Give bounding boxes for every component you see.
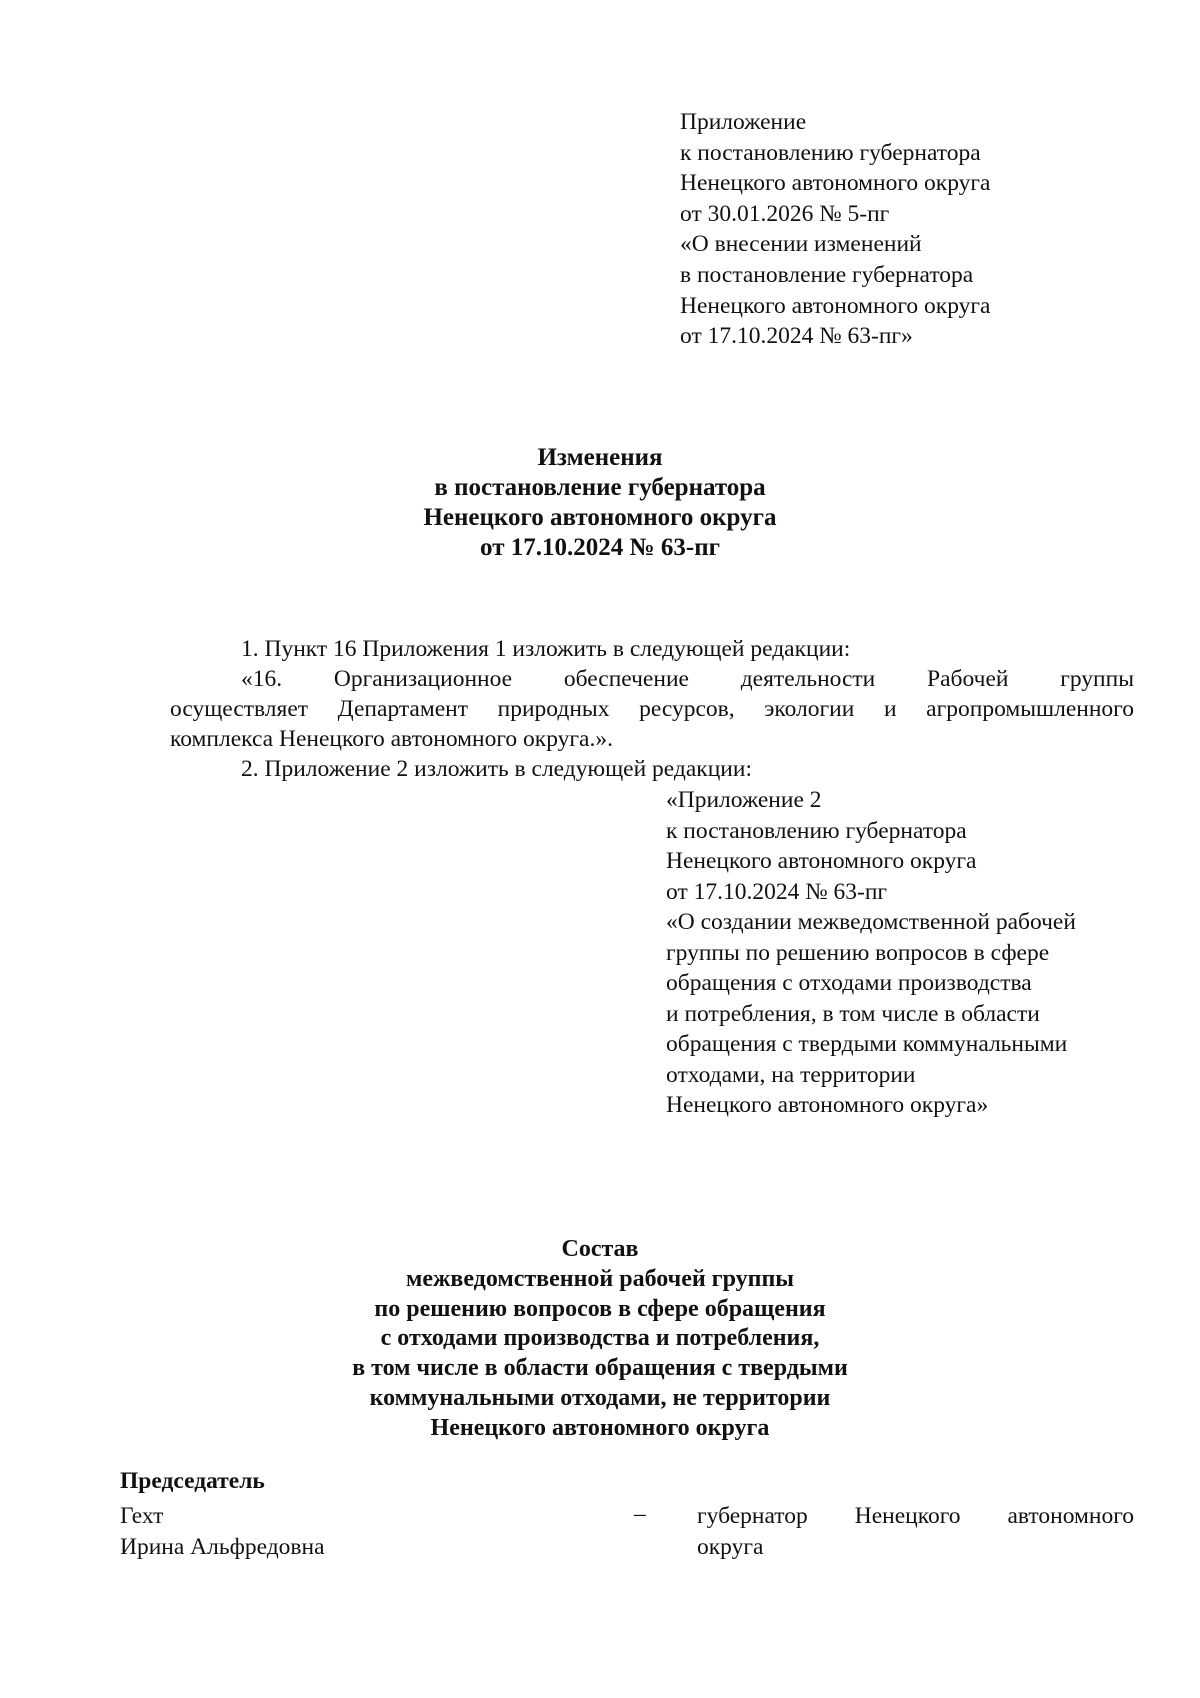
composition-line: межведомственной рабочей группы — [405, 1265, 795, 1292]
member-dash: – — [634, 1501, 646, 1527]
title-line: Изменения — [537, 444, 663, 471]
document-title — [150, 443, 1050, 563]
appendix-2-line: Ненецкого автономного округа — [666, 848, 977, 874]
appendix-header — [680, 107, 990, 352]
composition-line: коммунальными отходами, не территории — [369, 1384, 831, 1411]
appendix-2-header — [666, 785, 1076, 1121]
appendix-2-line: от 17.10.2024 № 63-пг — [666, 878, 888, 905]
appendix-2-line: отходами, на территории — [666, 1061, 916, 1088]
item-1-quote-line: «16. Организационное обеспечение деятельности Рабочей группы — [241, 666, 1134, 692]
item-1-quote-line: осуществляет Департамент природных ресурсов, экологии и агропромышленного — [170, 696, 1134, 722]
appendix-2-line: и потребления, в том числе в области — [666, 1000, 1040, 1027]
member-position-line: округа — [697, 1533, 764, 1560]
member-given-names: Ирина Альфредовна — [120, 1533, 325, 1560]
header-line: от 17.10.2024 № 63-пг» — [680, 323, 913, 350]
item-2-text: 2. Приложение 2 изложить в следующей редакции: — [241, 756, 752, 782]
header-line: к постановлению губернатора — [680, 139, 981, 166]
composition-line: Состав — [561, 1236, 639, 1262]
appendix-2-line: «Приложение 2 — [666, 787, 822, 813]
member-surname: Гехт — [120, 1503, 164, 1529]
composition-line: с отходами производства и потребления, — [380, 1325, 820, 1352]
header-line: от 30.01.2026 № 5-пг — [680, 200, 890, 227]
member-name — [120, 1501, 325, 1562]
composition-line: по решению вопросов в сфере обращения — [374, 1295, 826, 1322]
appendix-2-line: «О создании межведомственной рабочей — [666, 909, 1076, 935]
header-line: «О внесении изменений — [680, 231, 922, 258]
member-position-line: губернатор Ненецкого автономного — [697, 1503, 1134, 1529]
appendix-2-line: обращения с отходами производства — [666, 970, 1032, 996]
header-line: Ненецкого автономного округа — [680, 292, 991, 319]
chair-label: Председатель — [120, 1468, 265, 1494]
item-1-text: 1. Пункт 16 Приложения 1 изложить в следующей редакции: — [241, 636, 851, 662]
title-line: в постановление губернатора — [434, 474, 766, 501]
item-1-quote-line: комплекса Ненецкого автономного округа.». — [170, 726, 613, 752]
header-line: в постановление губернатора — [680, 261, 974, 288]
title-line: от 17.10.2024 № 63-пг — [480, 534, 720, 561]
member-position — [697, 1501, 1134, 1562]
composition-line: Ненецкого автономного округа — [430, 1414, 770, 1441]
composition-title — [150, 1235, 1050, 1444]
appendix-2-line: Ненецкого автономного округа» — [666, 1092, 989, 1118]
title-line: Ненецкого автономного округа — [423, 504, 777, 531]
appendix-2-line: к постановлению губернатора — [666, 817, 967, 844]
appendix-2-line: обращения с твердыми коммунальными — [666, 1031, 1068, 1057]
header-line: Ненецкого автономного округа — [680, 170, 991, 197]
composition-line: в том числе в области обращения с твердыми — [352, 1355, 848, 1382]
appendix-2-line: группы по решению вопросов в сфере — [666, 939, 1050, 966]
header-line: Приложение — [680, 109, 807, 135]
